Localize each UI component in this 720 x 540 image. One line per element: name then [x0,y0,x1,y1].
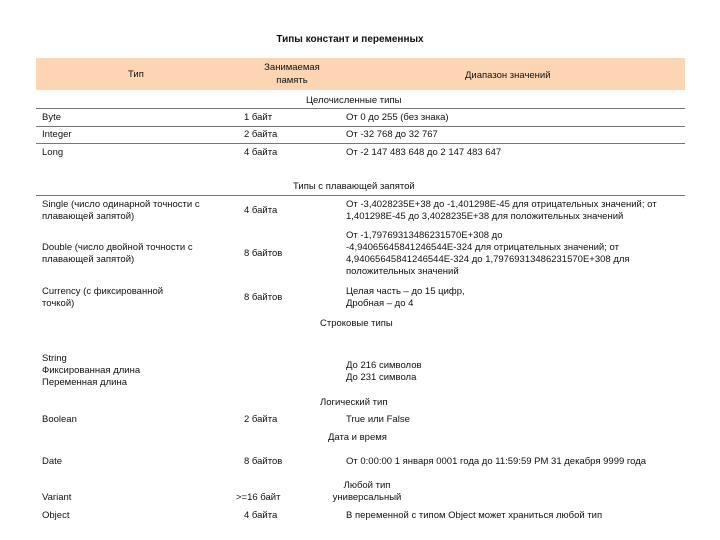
row-double-type-line2: плавающей запятой) [42,254,135,265]
section-any-line2: универсальный [332,492,402,503]
row-single-type-line2: плавающей запятой) [42,211,135,222]
row-double-range-line4: положительных значений [346,266,459,277]
row-string-type-line2: Фиксированная длина [42,365,141,376]
row-currency-type-line1: Currency (с фиксированной [42,286,164,297]
divider [36,126,685,127]
row-currency-range-line2: Дробная – до 4 [346,298,414,309]
row-variant-type: Variant [42,492,72,503]
section-datetime: Дата и время [328,432,387,443]
page-title: Типы констант и переменных [276,34,424,45]
divider [36,195,685,196]
section-integer: Целочисленные типы [306,95,402,106]
row-double-range-line2: -4,94065645841246544E-324 для отрицательных значений; от [346,242,619,253]
row-boolean-range: True или False [346,414,410,425]
section-logical: Логический тип [320,397,388,408]
header-type: Тип [128,69,144,80]
row-long-range: От -2 147 483 648 до 2 147 483 647 [346,147,502,158]
row-variant-memory: >=16 байт [236,492,281,503]
row-integer-range: От -32 768 до 32 767 [346,129,438,140]
row-long-type: Long [42,147,64,158]
row-date-range: От 0:00:00 1 января 0001 года до 11:59:59 PM 31 декабря 9999 года [346,456,647,467]
row-object-type: Object [42,510,70,521]
row-currency-memory: 8 байтов [244,292,283,303]
row-boolean-memory: 2 байта [244,414,278,425]
row-byte-memory: 1 байт [244,112,273,123]
row-byte-type: Byte [42,112,62,123]
row-single-range-line2: 1,401298E-45 до 3,4028235E+38 для положительных значений [346,211,624,222]
section-any-line1: Любой тип [343,480,391,491]
row-object-range: В переменной с типом Object может храниться любой тип [346,510,603,521]
row-string-range-line1: До 216 символов [346,360,422,371]
row-currency-range-line1: Целая часть – до 15 цифр, [346,286,465,297]
divider [36,143,685,144]
section-float: Типы с плавающей запятой [293,181,415,192]
row-long-memory: 4 байта [244,147,278,158]
row-double-memory: 8 байтов [244,248,283,259]
row-string-type-line1: String [42,353,67,364]
row-object-memory: 4 байта [244,510,278,521]
row-integer-type: Integer [42,129,72,140]
divider [36,108,685,109]
row-single-type-line1: Single (число одинарной точности с [42,199,200,210]
row-single-memory: 4 байта [244,205,278,216]
row-string-range-line2: До 231 символа [346,372,417,383]
row-currency-type-line2: точкой) [42,298,75,309]
row-double-range-line1: От -1,79769313486231570E+308 до [346,230,503,241]
row-integer-memory: 2 байта [244,129,278,140]
header-memory-line1: Занимаемая [264,62,320,73]
row-date-memory: 8 байтов [244,456,283,467]
header-memory-line2: память [276,75,308,86]
section-string: Строковые типы [320,318,393,329]
header-range: Диапазон значений [465,70,551,81]
row-date-type: Date [42,456,63,467]
row-boolean-type: Boolean [42,414,77,425]
row-single-range-line1: От -3,4028235E+38 до -1,401298E-45 для отрицательных значений; от [346,199,657,210]
row-double-type-line1: Double (число двойной точности с [42,242,193,253]
row-string-type-line3: Переменная длина [42,377,127,388]
row-double-range-line3: 4,94065645841246544E-324 до 1,79769313486231570E+308 для [346,254,630,265]
row-byte-range: От 0 до 255 (без знака) [346,112,449,123]
